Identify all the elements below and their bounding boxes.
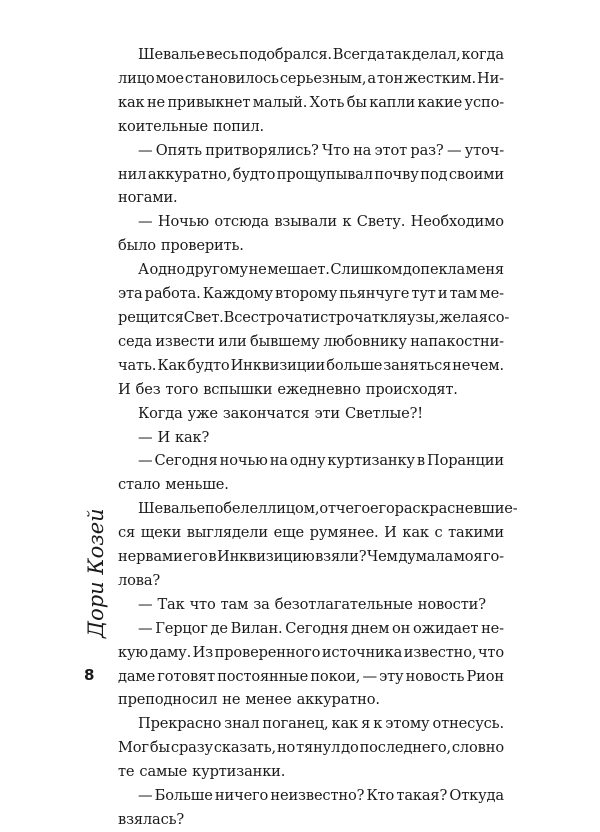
text-line: Мог бы сразу сказать, но тянул до последнего, словно bbox=[118, 739, 504, 757]
text-line: А одно другому не мешает. Слишком допекла меня bbox=[138, 261, 504, 279]
author-signature bbox=[78, 500, 112, 640]
text-line: И без того вспышки ежедневно происходят. bbox=[118, 380, 458, 398]
text-line: Прекрасно знал поганец, как я к этому отнесусь. bbox=[138, 715, 504, 733]
author-signature-text: Дори Козей bbox=[84, 508, 108, 638]
text-line: седа извести или бывшему любовнику напакостни- bbox=[118, 332, 504, 350]
text-line: те самые куртизанки. bbox=[118, 763, 286, 781]
text-line: стало меньше. bbox=[118, 476, 229, 494]
text-line: нил аккуратно, будто прощупывал почву под своими bbox=[118, 165, 504, 183]
text-line: ногами. bbox=[118, 189, 178, 207]
text-line: было проверить. bbox=[118, 237, 244, 255]
page-number: 8 bbox=[84, 666, 95, 684]
text-line: — И как? bbox=[138, 428, 210, 446]
text-line: коительные попил. bbox=[118, 117, 265, 135]
text-line: — Больше ничего неизвестно? Кто такая? Откуда bbox=[138, 787, 504, 805]
text-line: лова? bbox=[118, 571, 161, 589]
text-line: Шевалье весь подобрался. Всегда так делал, когда bbox=[138, 46, 504, 63]
text-line: даме готовят постоянные покои, — эту новость Рион bbox=[118, 667, 504, 685]
text-line: взялась? bbox=[118, 811, 185, 828]
text-line: кую даму. Из проверенного источника известно, что bbox=[118, 643, 504, 661]
text-line: — Опять притворялись? Что на этот раз? — уточ- bbox=[138, 141, 504, 159]
text-line: чать. Как будто Инквизиции больше заняться нечем. bbox=[118, 356, 504, 374]
body-text bbox=[118, 43, 518, 832]
text-line: эта работа. Каждому второму пьянчуге тут и там ме- bbox=[118, 285, 504, 303]
text-line: как не привыкнет малый. Хоть бы капли какие успо- bbox=[118, 93, 504, 111]
text-line: Когда уже закончатся эти Светлые?! bbox=[138, 404, 423, 422]
text-line: ся щеки выглядели еще румянее. И как с такими bbox=[118, 524, 504, 542]
text-line: Шевалье побелел лицом, отчего его раскрасневшие- bbox=[138, 500, 518, 518]
text-line: нервами его в Инквизицию взяли? Чем думала моя го- bbox=[118, 548, 504, 566]
text-line: преподносил не менее аккуратно. bbox=[118, 691, 380, 709]
text-line: — Сегодня ночью на одну куртизанку в Поранции bbox=[138, 452, 504, 470]
text-line: — Так что там за безотлагательные новости? bbox=[138, 595, 486, 613]
text-line: — Герцог де Вилан. Сегодня днем он ожидает не- bbox=[138, 619, 504, 637]
text-line: лицо мое становилось серьезным, а тон жестким. Ни- bbox=[118, 69, 504, 87]
text-line: рещится Свет. Все строчат и строчат кляузы, желая со- bbox=[118, 308, 510, 326]
text-line: — Ночью отсюда взывали к Свету. Необходимо bbox=[138, 213, 504, 231]
